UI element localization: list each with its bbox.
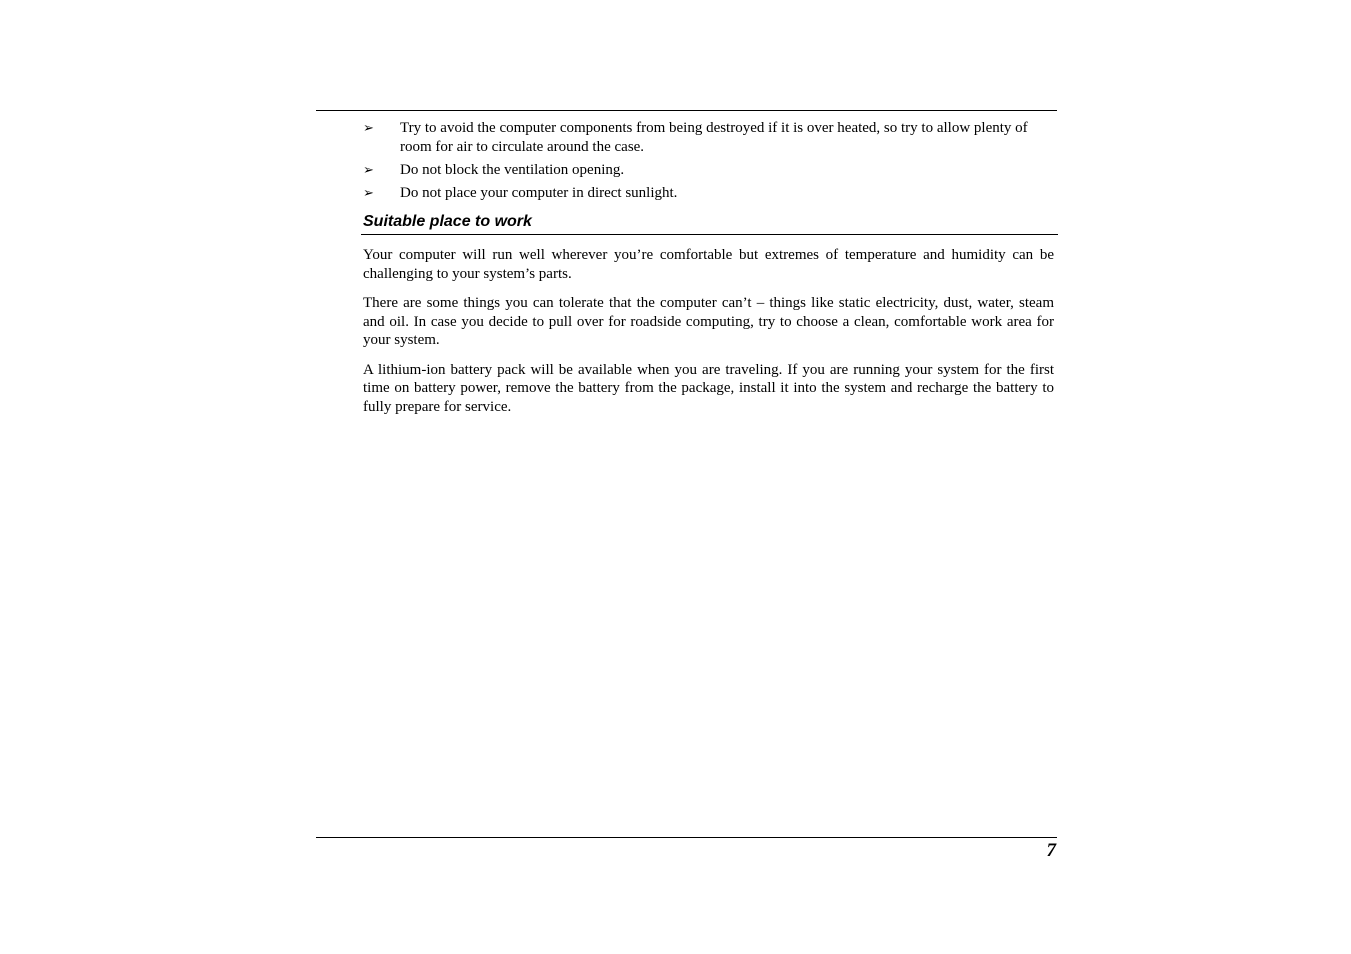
- bullet-text: Do not block the ventilation opening.: [400, 162, 625, 178]
- paragraph: A lithium-ion battery pack will be available when you are traveling. If you are running your system for the first time on battery power, remove the battery from the package, install it into the system and recharge the battery to fully prepare for service.: [363, 361, 1054, 415]
- paragraph: Your computer will run well wherever you’re comfortable but extremes of temperature and humidity can be challenging to your system’s parts.: [363, 247, 1054, 282]
- paragraph: There are some things you can tolerate that the computer can’t – things like static electricity, dust, water, steam and oil. In case you decide to pull over for roadside computing, try to choose a clean, comfortable work area for your system.: [363, 295, 1054, 348]
- page-number: 7: [1046, 840, 1056, 861]
- page-content: [363, 119, 1054, 416]
- arrow-bullet-icon: ➢: [363, 186, 374, 201]
- arrow-bullet-icon: ➢: [363, 163, 374, 178]
- bullet-item: [363, 119, 1054, 157]
- bullet-text: Try to avoid the computer components from being destroyed if it is over heated, so try to allow plenty of room for air to circulate around the case.: [400, 120, 1028, 155]
- section-heading: Suitable place to work: [361, 211, 1058, 235]
- bullet-text: Do not place your computer in direct sunlight.: [400, 185, 678, 201]
- header-rule: [316, 110, 1057, 111]
- arrow-bullet-icon: ➢: [363, 121, 374, 136]
- footer-rule: [316, 837, 1057, 838]
- bullet-item: [363, 161, 1054, 180]
- bullet-item: [363, 184, 1054, 203]
- bullet-list: [363, 119, 1054, 203]
